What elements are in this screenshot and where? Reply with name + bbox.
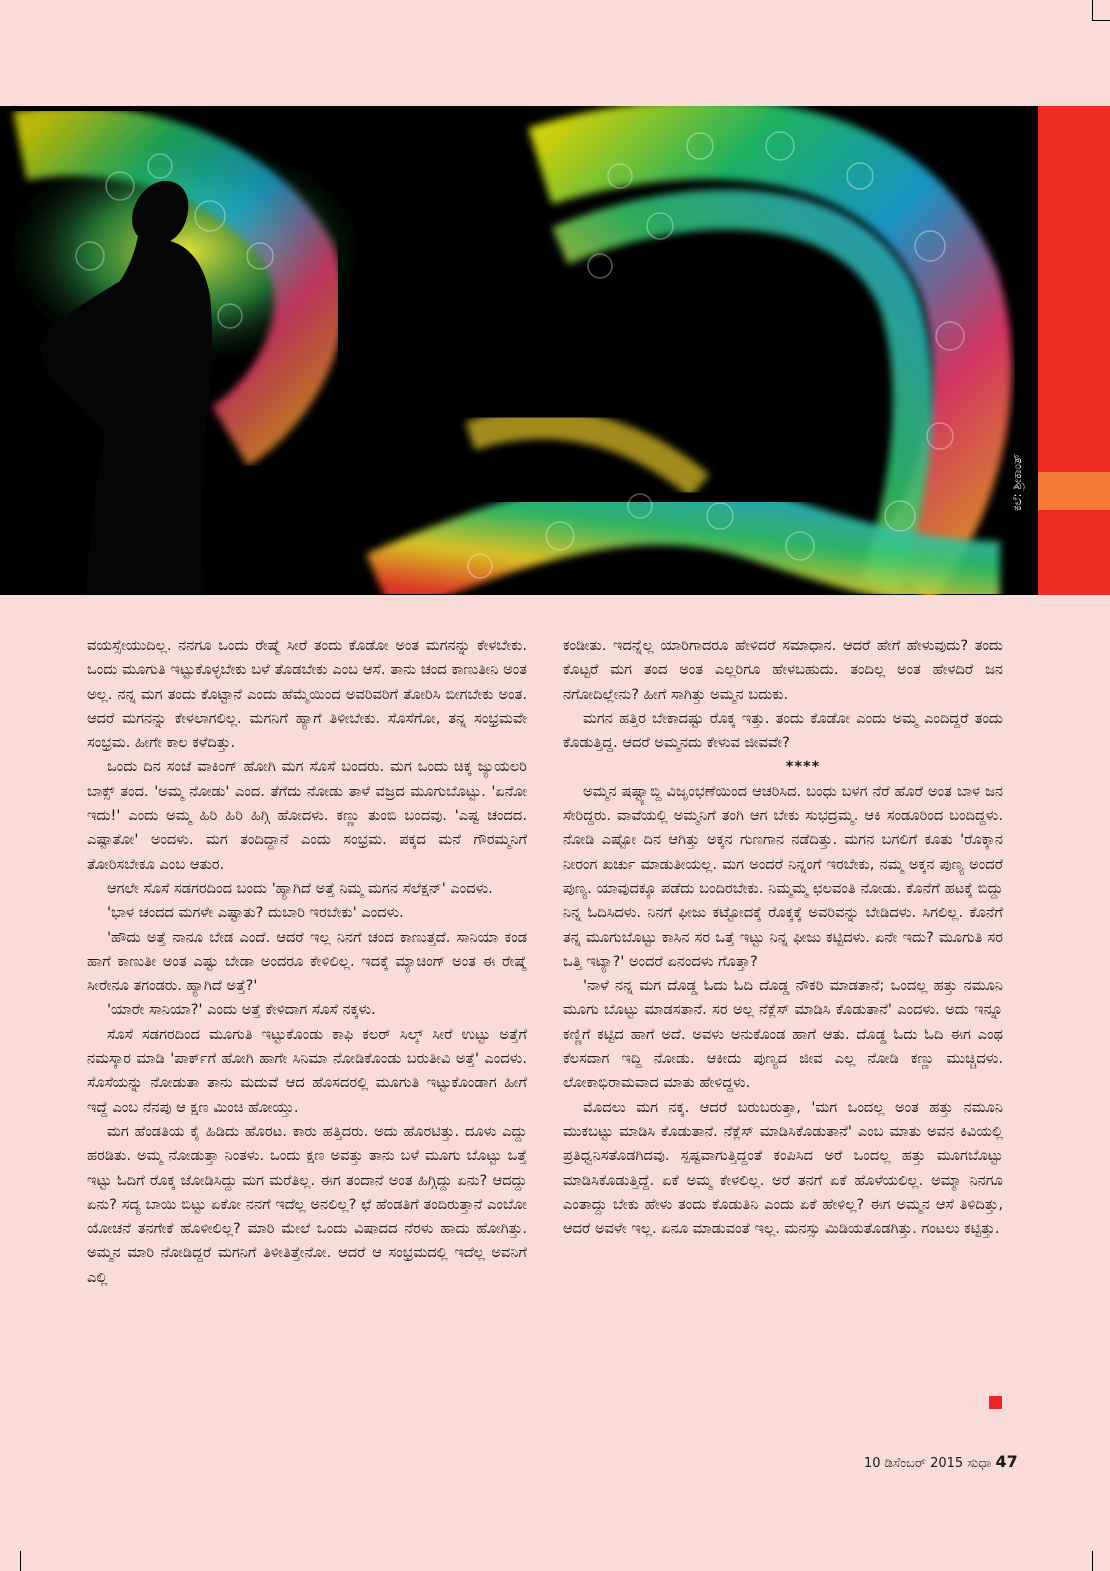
paragraph: 'ಭಾಳ ಚಂದದ ಮಗಳೇ ಎಷ್ಟಾತು? ದುಬಾರಿ ಇರಬೇಕು' ಎಂದಳು.	[107, 904, 404, 922]
text-column-left	[87, 634, 527, 1290]
issue-date: 10 ಡಿಸೆಂಬರ್ 2015	[864, 1456, 964, 1471]
crop-mark-bottom-left-v	[20, 1551, 21, 1571]
accent-band-red	[1038, 106, 1110, 595]
crop-mark-top-right-h	[1092, 20, 1110, 21]
section-break: ****	[785, 758, 821, 776]
paragraph: 'ಹೌದು ಅತ್ತೆ ನಾನೂ ಬೇಡ ಎಂದೆ. ಆದರೆ ಇಲ್ಲ ನಿನಗೆ ಚಂದ ಕಾಣುತ್ತದೆ. ಸಾನಿಯಾ ಕಂಡ ಹಾಗೆ ಕಾಣುತೀ ಅಂತ ಎಷ್ಟು ಬೇಡಾ ಅಂದರೂ ಕೇಳಿಲಿಲ್ಲ. ಇದಕ್ಕೆ ಮ್ಯಾಚಿಂಗ್ ಅಂತ ಈ ರೇಷ್ಮೆ ಸೀರೇನೂ ತಗಂಡರು. ಹ್ಯಾಗಿದೆ ಅತ್ತೆ?'	[87, 928, 527, 995]
page-number: 47	[995, 1452, 1018, 1471]
paragraph: ಒಂದು ದಿನ ಸಂಜೆ ವಾಕಿಂಗ್ ಹೋಗಿ ಮಗ ಸೊಸೆ ಬಂದರು. ಮಗ ಒಂದು ಚಿಕ್ಕ ಜ್ಯುಯಲರಿ ಬಾಕ್ಸ್ ತಂದ. 'ಅಮ್ಮ ನೋಡು' ಎಂದ. ತೆಗೆದು ನೋಡು ತಾಳೆ ವಜ್ರದ ಮೂಗುಬೊಟ್ಟು. 'ಏನೋ ಇದು!' ಎಂದು ಅಮ್ಮ ಹಿರಿ ಹಿರಿ ಹಿಗ್ಗಿ ಹೋದಳು. ಕಣ್ಣು ತುಂಬಿ ಬಂದವು. 'ಎಷ್ಟ ಚಂದದ. ಎಷ್ಟಾತೋ' ಅಂದಳು. ಮಗ ತಂದಿದ್ದಾನೆ ಎಂದು ಸಂಭ್ರಮ. ಪಕ್ಕದ ಮನೆ ಗೌರಮ್ಮನಿಗೆ ತೋರಿಸಬೇಕೂ ಎಂಬ ಆತುರ.	[87, 758, 527, 873]
paragraph: ವಯಸ್ಸೇಯುದಿಲ್ಲ. ನನಗೂ ಒಂದು ರೇಷ್ಮೆ ಸೀರೆ ತಂದು ಕೊಡೋ ಅಂತ ಮಗನನ್ನು ಕೇಳಬೇಕು. ಒಂದು ಮೂಗುತಿ ಇಟ್ಟುಕೊಳ್ಳಬೇಕು ಬಳೆ ತೊಡಬೇಕು ಎಂಬ ಆಸೆ. ತಾನು ಚಂದ ಕಾಣುತೀನಿ ಅಂತ ಅಲ್ಲ. ನನ್ನ ಮಗ ತಂದು ಕೊಟ್ಟಾನೆ ಎಂದು ಹೆಮ್ಮೆಯಿಂದ ಅವರಿವರಿಗೆ ತೋರಿಸಿ ಬೀಗಬೇಕು ಅಂತ. ಆದರೆ ಮಗನನ್ನು ಕೇಳಲಾಗಲಿಲ್ಲ. ಮಗನಿಗೆ ಹ್ಯಾಗೆ ತಿಳೀಬೇಕು. ಸೊಸೆಗೋ, ತನ್ನ ಸಂಭ್ರಮವೇ ಸಂಭ್ರಮ. ಹೀಗೇ ಕಾಲ ಕಳೆದಿತ್ತು.	[87, 637, 527, 752]
story-end-mark	[989, 1396, 1002, 1409]
illustration	[0, 106, 1038, 595]
paragraph: ಆಗಲೇ ಸೊಸೆ ಸಡಗರದಿಂದ ಬಂದು 'ಹ್ಯಾಗಿದೆ ಅತ್ತೆ ನಿಮ್ಮ ಮಗನ ಸೆಲೆಕ್ಷನ್' ಎಂದಳು.	[107, 879, 493, 897]
page-footer	[864, 1452, 1018, 1471]
crop-mark-bottom-right-v	[1092, 1551, 1093, 1571]
paragraph: ಮಗನ ಹತ್ತಿರ ಬೇಕಾದಷ್ಟು ರೊಕ್ಕ ಇತ್ತು. ತಂದು ಕೊಡೋ ಎಂದು ಅಮ್ಮ ಎಂದಿದ್ದರೆ ತಂದು ಕೊಡುತ್ತಿದ್ದ. ಆದರೆ ಅಮ್ಮನದು ಕೇಳುವ ಜೀವವೇ?	[563, 709, 1003, 752]
paragraph: ಸೊಸೆ ಸಡಗರದಿಂದ ಮೂಗುತಿ ಇಟ್ಟುಕೊಂಡು ಕಾಫಿ ಕಲರ್ ಸಿಲ್ಕ್ ಸೀರೆ ಉಟ್ಟು ಅತ್ತೆಗೆ ನಮಸ್ಕಾರ ಮಾಡಿ 'ಪಾರ್ಕ್‌ಗೆ ಹೋಗಿ ಹಾಗೇ ಸಿನಿಮಾ ನೋಡಿಕೊಂಡು ಬರುತೀವಿ ಅತ್ತೆ' ಎಂದಳು. ಸೊಸೆಯನ್ನು ನೋಡುತಾ ತಾನು ಮದುವೆ ಆದ ಹೊಸದರಲ್ಲಿ ಮೂಗುತಿ ಇಟ್ಟುಕೊಂಡಾಗ ಹೀಗೆ ಇದ್ದೆ ಎಂಬ ನೆನಪು ಆ ಕ್ಷಣ ಮಿಂಚಿ ಹೋಯ್ತು.	[87, 1025, 527, 1116]
paragraph: 'ನಾಳೆ ನನ್ನ ಮಗ ದೊಡ್ಡ ಓದು ಓದಿ ದೊಡ್ಡ ನೌಕರಿ ಮಾಡತಾನೆ; ಒಂದಲ್ಲ ಹತ್ತು ನಮೂನಿ ಮೂಗು ಬೊಟ್ಟು ಮಾಡಸತಾನೆ. ಸರ ಅಲ್ಲ ನೆಕ್ಲೆಸ್ ಮಾಡಿಸಿ ಕೊಡುತಾನೆ' ಎಂದಳು. ಅದು ಇನ್ನೂ ಕಣ್ಣಿಗೆ ಕಟ್ಟಿದ ಹಾಗೆ ಅದೆ. ಅವಳು ಅನುಕೊಂಡ ಹಾಗೆ ಆತು. ದೊಡ್ಡ ಓದು ಓದಿ ಈಗ ಎಂಥ ಕೆಲಸದಾಗ ಇದ್ದಿ ನೋಡು. ಆಕೀದು ಪುಣ್ಯದ ಜೀವ ಎಲ್ಲ ನೋಡಿ ಕಣ್ಣು ಮುಚ್ಚಿದಳು. ಲೋಕಾಭಿರಾಮವಾದ ಮಾತು ಹೇಳಿದ್ದಳು.	[563, 977, 1003, 1092]
paragraph: ಮೊದಲು ಮಗ ನಕ್ಕ. ಆದರೆ ಬರುಬರುತ್ತಾ, 'ಮಗ ಒಂದಲ್ಲ ಅಂತ ಹತ್ತು ನಮೂನಿ ಮುಕಬಟ್ಟು ಮಾಡಿಸಿ ಕೊಡುತಾನೆ. ನೆಕ್ಲೆಸ್ ಮಾಡಿಸಿಕೊಡುತಾನೆ' ಎಂಬ ಮಾತು ಅವನ ಕಿವಿಯಲ್ಲಿ ಪ್ರತಿಧ್ವನಿಸತೊಡಗಿದವು. ಸ್ಪಷ್ಟವಾಗುತ್ತಿದ್ದಂತೆ ಕಂಪಿಸಿದ ಅರೆ ಒಂದಲ್ಲ ಹತ್ತು ಮೂಗಬೊಟ್ಟು ಮಾಡಿಸಿಕೊಡುತ್ತಿದ್ದೆ. ಏಕೆ ಅಮ್ಮ ಕೇಳಲಿಲ್ಲ. ಅರೆ ತನಗೆ ಏಕೆ ಹೊಳೆಯಲಿಲ್ಲ. ಅಮ್ಮಾ ನಿನಗೂ ಎಂತಾದ್ದು ಬೇಕು ಹೇಳು ತಂದು ಕೊಡುತಿನಿ ಎಂದು ಏಕೆ ಹೇಳಿಲ್ಲ? ಈಗ ಅಮ್ಮನ ಆಸೆ ತಿಳಿದಿತ್ತು, ಆದರೆ ಅವಳೇ ಇಲ್ಲ. ಏನೂ ಮಾಡುವಂತೆ ಇಲ್ಲ. ಮನಸ್ಸು ಮಿಡಿಯತೊಡಗಿತ್ತು. ಗಂಟಲು ಕಟ್ಟಿತ್ತು.	[563, 1098, 1003, 1238]
paragraph: ಮಗ ಹೆಂಡತಿಯ ಕೈ ಹಿಡಿದು ಹೊರಟ. ಕಾರು ಹತ್ತಿದರು. ಅದು ಹೊರಟಿತ್ತು. ದೂಳು ಎದ್ದು ಹರಡಿತು. ಅಮ್ಮ ನೋಡುತ್ತಾ ನಿಂತಳು. ಒಂದು ಕ್ಷಣ ಅವತ್ತು ತಾನು ಬಳೆ ಮೂಗು ಬೊಟ್ಟು ಒತ್ತೆ ಇಟ್ಟು ಓದಿಗೆ ರೊಕ್ಕ ಜೋಡಿಸಿದ್ದು ಮಗ ಮರೆತಿಲ್ಲ. ಈಗ ತಂದಾನೆ ಅಂತ ಹಿಗ್ಗಿದ್ದು ಏನು? ಆದದ್ದು ಏನು? ಸದ್ಯ ಬಾಯಿ ಬಿಟ್ಟು ಏಕೋ ನನಗೆ ಇದೆಲ್ಲ ಅನಲಿಲ್ಲ? ಛೆ ಹೆಂಡತಿಗೆ ತಂದಿರುತ್ತಾನೆ ಎಂಬೋ ಯೋಚನೆ ತನಗೇಕೆ ಹೊಳೀಲಿಲ್ಲ? ಮಾರಿ ಮೇಲೆ ಒಂದು ವಿಷಾದದ ನೆರಳು ಹಾದು ಹೋಗಿತ್ತು. ಅಮ್ಮನ ಮಾರಿ ನೋಡಿದ್ದರೆ ಮಗನಿಗೆ ತಿಳೀತಿತ್ತೇನೋ. ಆದರೆ ಆ ಸಂಭ್ರಮದಲ್ಲಿ ಇದೆಲ್ಲ ಅವನಿಗೆ ಎಲ್ಲಿ	[87, 1122, 527, 1286]
paragraph: 'ಯಾರೇ ಸಾನಿಯಾ?' ಎಂದು ಅತ್ತೆ ಕೇಳಿದಾಗ ಸೊಸೆ ನಕ್ಕಳು.	[107, 1001, 376, 1019]
magazine-name: ಸುಧಾ	[967, 1456, 992, 1471]
paragraph: ಕಂಡೀತು. ಇದನ್ನೆಲ್ಲ ಯಾರಿಗಾದರೂ ಹೇಳಿದರೆ ಸಮಾಧಾನ. ಆದರೆ ಹೇಗೆ ಹೇಳುವುದು? ತಂದು ಕೊಟ್ಟರೆ ಮಗ ತಂದ ಅಂತ ಎಲ್ಲರಿಗೂ ಹೇಳಬಹುದು. ತಂದಿಲ್ಲ ಅಂತ ಹೇಳದಿರೆ ಜನ ನಗೋದಿಲ್ಲೇನು? ಹೀಗೆ ಸಾಗಿತ್ತು ಅಮ್ಮನ ಬದುಕು.	[563, 637, 1003, 703]
text-column-right	[563, 634, 1003, 1241]
paragraph: ಅಮ್ಮನ ಷಷ್ಟ್ಯಾಬ್ದಿ ವಿಜೃಂಭಣೆಯಿಂದ ಆಚರಿಸಿದ. ಬಂಧು ಬಳಗ ನೆರೆ ಹೊರೆ ಅಂತ ಬಾಳ ಜನ ಸೇರಿದ್ದರು. ವಾವೆಯಲ್ಲಿ ಅಮ್ಮನಿಗೆ ತಂಗಿ ಆಗ ಬೇಕು ಸುಭದ್ರಮ್ಮ. ಆಕಿ ಸಂಡೂರಿಂದ ಬಂದಿದ್ದಳು. ನೋಡಿ ಎಷ್ಟೋ ದಿನ ಆಗಿತ್ತು ಅಕ್ಕನ ಗುಣಗಾನ ನಡೆದಿತ್ತು. ಮಗನ ಬಗಲಿಗೆ ಕೂತು 'ರೊಕ್ಕಾನ ನೀರಂಗ ಖರ್ಚು ಮಾಡುತೀಯಲ್ಲ. ಮಗ ಅಂದರೆ ನಿನ್ನಂಗೆ ಇರಬೇಕು, ನಮ್ಮ ಅಕ್ಕನ ಪುಣ್ಯ ಅಂದರೆ ಪುಣ್ಯ. ಯಾವುದಕ್ಕೂ ಪಡೆದು ಬಂದಿರಬೇಕು. ನಿಮ್ಮಮ್ಮ ಛಲವಂತಿ ನೋಡು. ಕೊನೆಗೆ ಹಟಕ್ಕೆ ಬಿದ್ದು ನಿನ್ನ ಓದಿಸಿದಳು. ನಿನಗೆ ಫೀಜು ಕಟ್ಟೋದಕ್ಕೆ ರೊಕ್ಕಕ್ಕೆ ಅವರಿವನ್ನು ಬೇಡಿದಳು. ಸಿಗಲಿಲ್ಲ. ಕೊನೆಗೆ ತನ್ನ ಮೂಗುಬೊಟ್ಟು ಕಾಸಿನ ಸರ ಒತ್ತೆ ಇಟ್ಟು ನಿನ್ನ ಫೀಜು ಕಟ್ಟಿದಳು. ಏನೇ ಇದು? ಮೂಗುತಿ ಸರ ಒತ್ತಿ ಇಟ್ಯಾ?' ಅಂದರೆ ಏನಂದಳು ಗೊತ್ತಾ?	[563, 782, 1003, 970]
bokeh-artwork	[0, 106, 1038, 595]
accent-band-orange	[1038, 472, 1110, 510]
crop-mark-top-right-v	[1092, 0, 1093, 20]
image-credit: ಕಲೆ: ಶ್ರೀಕಾಂತ್	[1010, 453, 1024, 511]
